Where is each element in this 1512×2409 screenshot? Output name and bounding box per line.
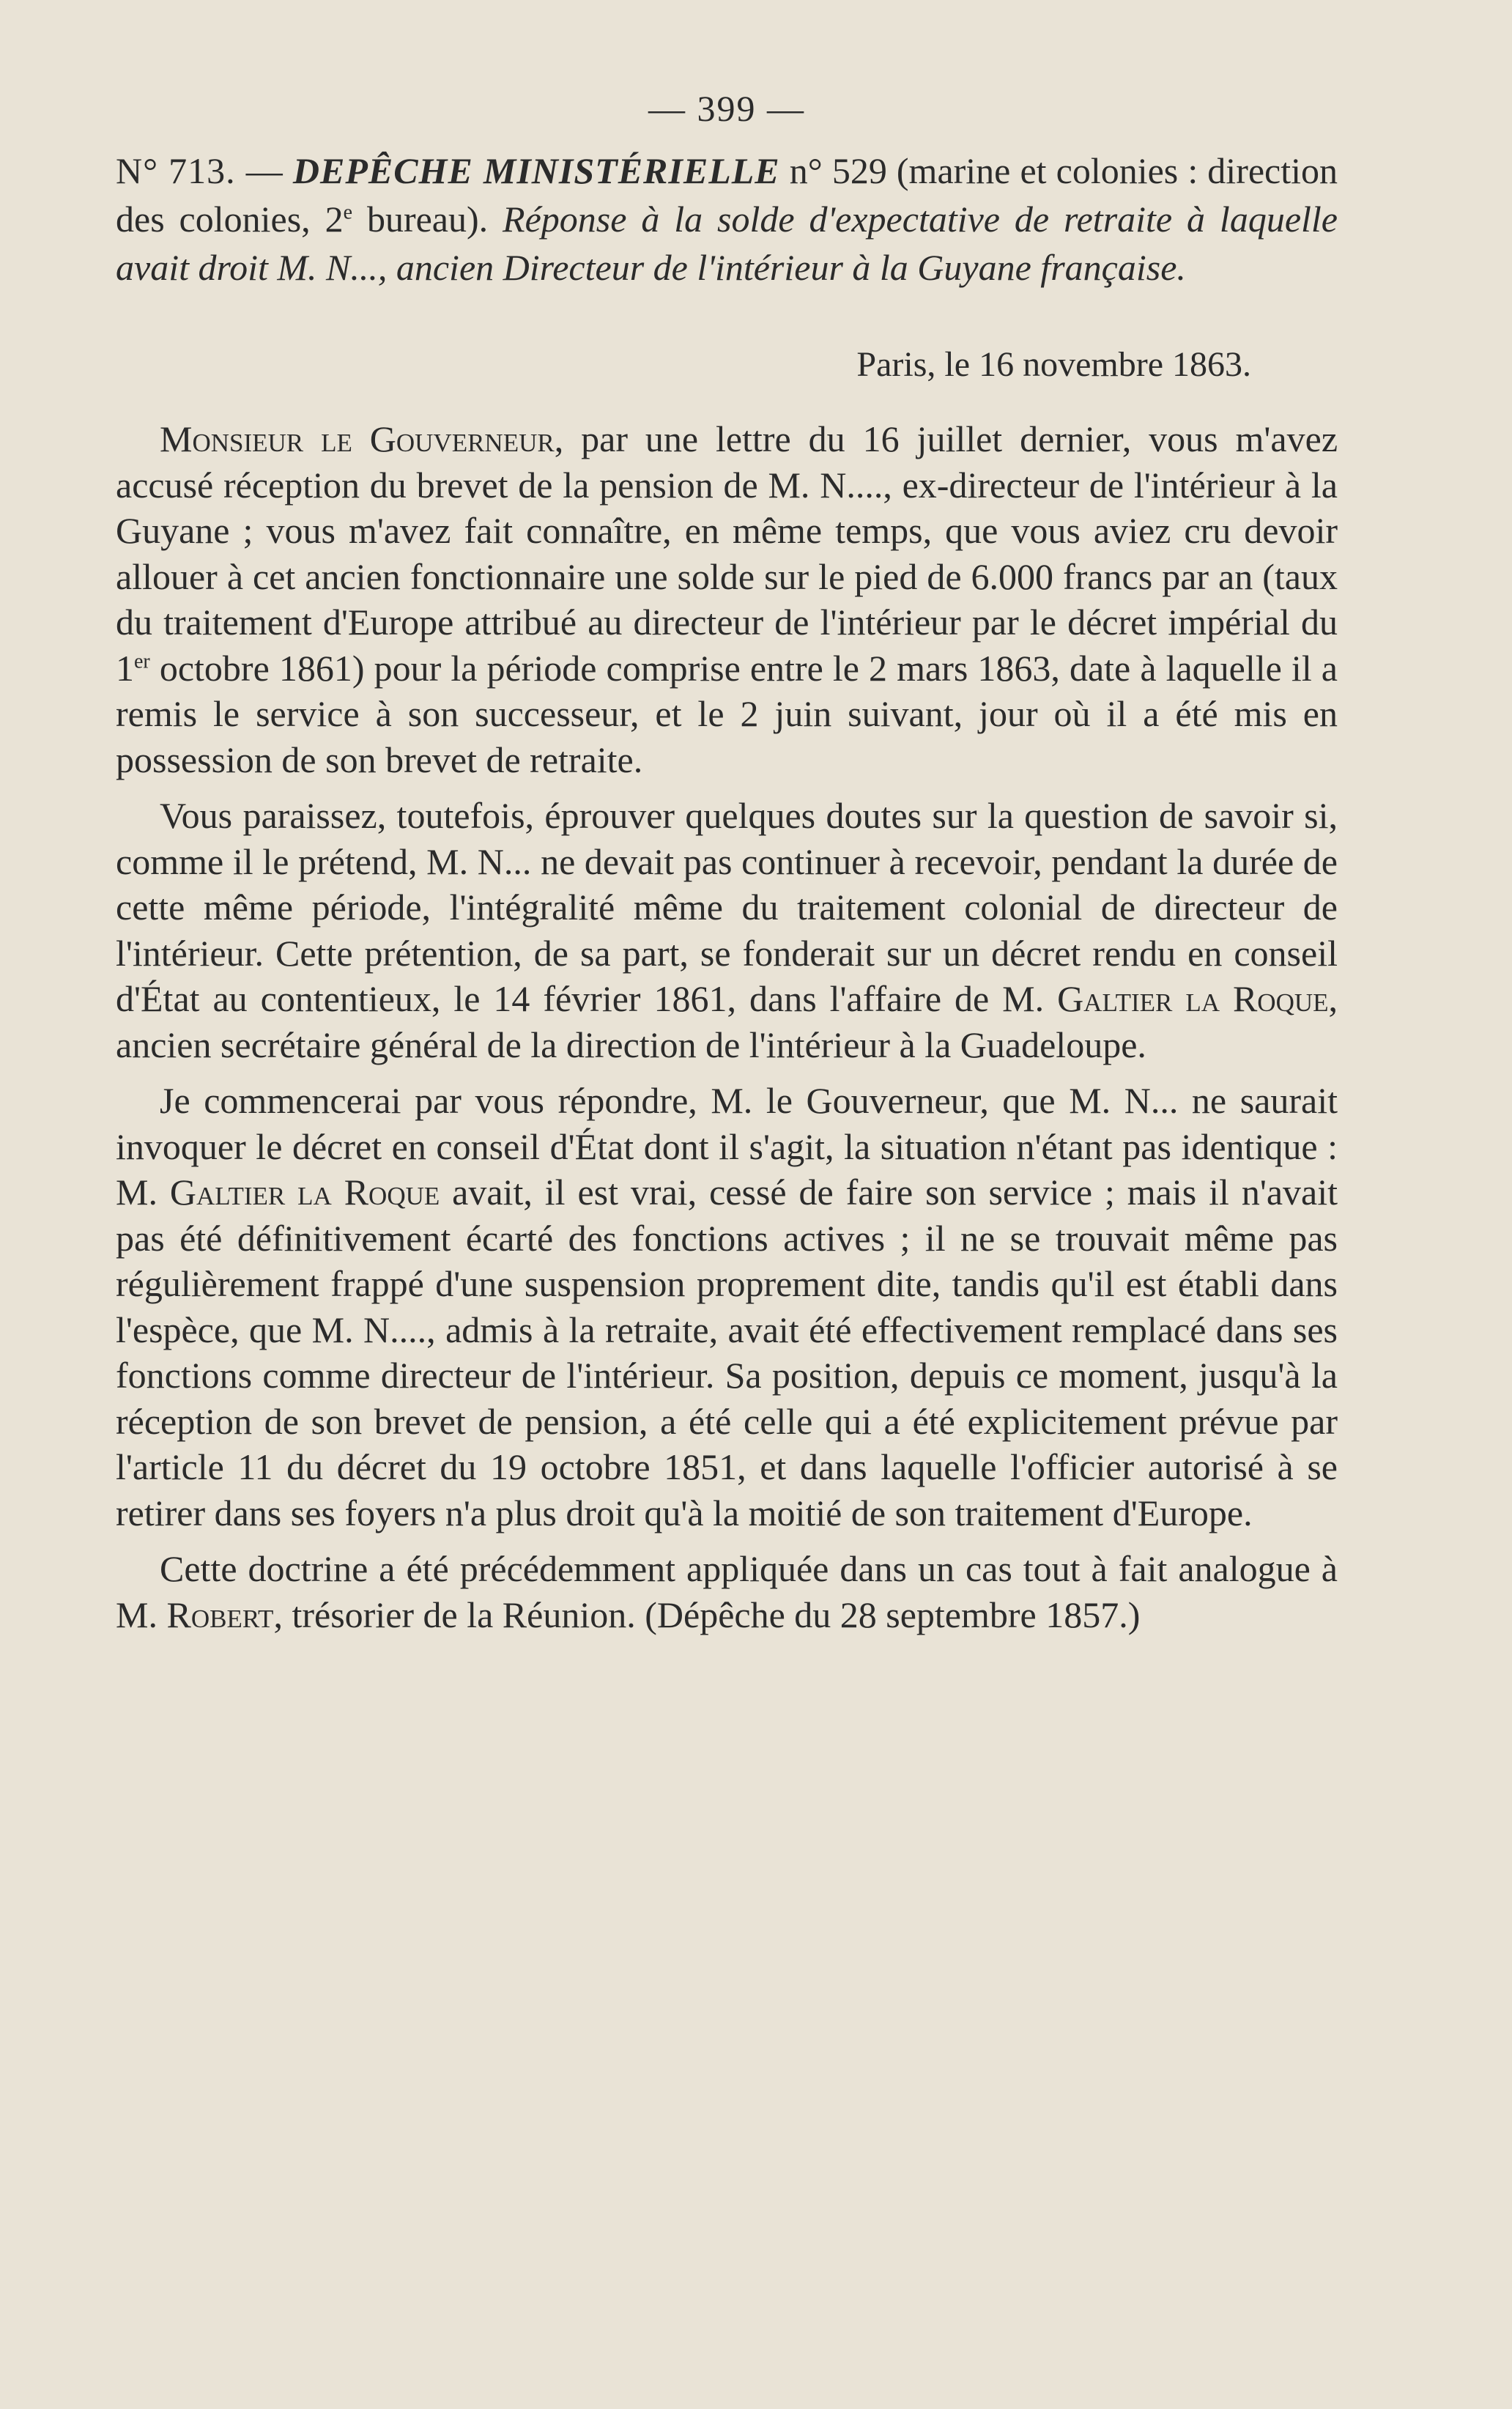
person-name: Robert: [166, 1594, 274, 1635]
document-heading: [116, 147, 1338, 292]
paragraph-4-text-b: , trésorier de la Réunion. (Dépêche du 28 septembre 1857.): [273, 1594, 1141, 1635]
paragraph-2-text-a: Vous paraissez, toutefois, éprouver quelques doutes sur la question de savoir si, comme il le prétend, M. N... ne devait pas continuer à recevoir, pendant la durée de cette même période, l'intégralité même du traitement colonial de directeur de l'intérieur. Cette prétention, de sa part, se fonderait sur un décret rendu en conseil d'État au contentieux, le 14 février 1861, dans l'affaire de M.: [116, 795, 1338, 1019]
paragraph-2-text-b: , ancien secrétaire général de la direction de l'intérieur à la Guadeloupe.: [116, 978, 1338, 1065]
document-page: [116, 86, 1338, 1648]
paragraph-1: [116, 416, 1338, 782]
paragraph-3-text-a: Je commencerai par vous répondre, M. le Gouverneur, que M. N... ne saurait invoquer le décret en conseil d'État dont il s'agit, la situation n'étant pas identique : M.: [116, 1080, 1338, 1213]
document-reference: n° 529 (marine et colonies : direction des colonies, 2e bureau).: [116, 150, 1338, 240]
paragraph-3-text-b: avait, il est vrai, cessé de faire son service ; mais il n'avait pas été définitivement écarté des fonctions actives ; il ne se trouvait même pas régulièrement frappé d'une suspension proprement dite, tandis qu'il est établi dans l'espèce, que M. N...., admis à la retraite, avait été effectivement remplacé dans ses fonctions comme directeur de l'intérieur. Sa position, depuis ce moment, jusqu'à la réception de son brevet de pension, a été celle qui a été explicitement prévue par l'article 11 du décret du 19 octobre 1851, et dans laquelle l'officier autorisé à se retirer dans ses foyers n'a plus droit qu'à la moitié de son traitement d'Europe.: [116, 1172, 1338, 1533]
document-subject: Réponse à la solde d'expectative de retraite à laquelle avait droit M. N..., ancien Directeur de l'intérieur à la Guyane française.: [116, 199, 1338, 288]
paragraph-2: [116, 793, 1338, 1067]
person-name: Galtier la Roque: [1057, 978, 1329, 1019]
paragraph-1-text: par une lettre du 16 juillet dernier, vous m'avez accusé réception du brevet de la pension de M. N...., ex-directeur de l'intérieur à la Guyane ; vous m'avez fait connaître, en même temps, que vous aviez cru devoir allouer à cet ancien fonctionnaire une solde sur le pied de 6.000 francs par an (taux du traitement d'Europe attribué au directeur de l'intérieur par le décret impérial du 1er octobre 1861) pour la période comprise entre le 2 mars 1863, date à laquelle il a remis le service à son successeur, et le 2 juin suivant, jour où il a été mis en possession de son brevet de retraite.: [116, 418, 1338, 780]
paragraph-4: [116, 1546, 1338, 1638]
document-number: N° 713. —: [116, 150, 284, 191]
paragraph-3: [116, 1078, 1338, 1536]
person-name: Galtier la Roque: [169, 1172, 440, 1213]
salutation: Monsieur le Gouverneur,: [160, 418, 564, 459]
page-number: — 399 —: [648, 88, 805, 129]
paragraph-4-text-a: Cette doctrine a été précédemment appliquée dans un cas tout à fait analogue à M.: [116, 1548, 1338, 1635]
document-title: DEPÊCHE MINISTÉRIELLE: [292, 150, 780, 191]
dateline: Paris, le 16 novembre 1863.: [856, 345, 1251, 384]
